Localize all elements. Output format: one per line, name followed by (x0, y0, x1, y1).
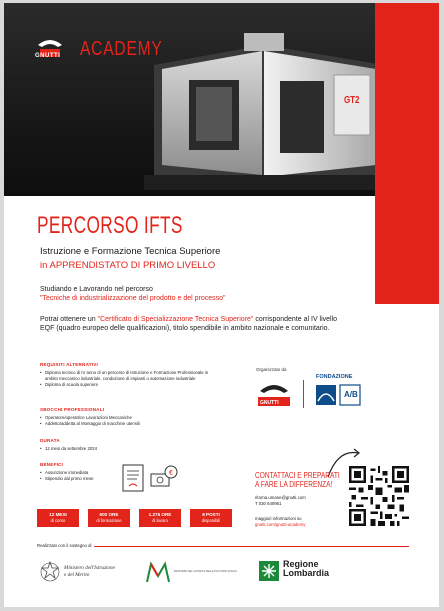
requisiti-heading: REQUISITI ALTERNATIVI (40, 362, 98, 367)
gnutti-organizer-text: GNUTTI (260, 400, 279, 406)
durata-list (40, 446, 210, 452)
stat-value: 600 ORE (99, 512, 119, 517)
stat-value: 12 MESI (49, 512, 67, 517)
organizers-label: Organizzato da (256, 367, 287, 372)
certificate-highlight: "Certificato di Specializzazione Tecnica Superiore" (97, 316, 254, 323)
contact-heading (255, 472, 340, 490)
stat-box (37, 509, 79, 527)
regione-lombardia-logo-icon (259, 561, 279, 581)
more-info-label: maggiori informazioni su (255, 516, 302, 521)
contact-phone: T 030 640961 (255, 501, 282, 506)
qr-code-icon[interactable] (349, 466, 409, 526)
sbocchi-list (40, 415, 210, 427)
stat-box (139, 509, 181, 527)
stat-label: di corso (50, 517, 66, 523)
contact-email[interactable]: ritorna.umane@gnutti.com (255, 495, 306, 500)
stat-box (88, 509, 130, 527)
benefici-list (40, 470, 120, 482)
sbocchi-heading: SBOCCHI PROFESSIONALI (40, 407, 105, 412)
list-item: • Assunzione immediata (40, 470, 120, 476)
fondazione-ab-text: A/B (344, 390, 358, 399)
intro-line: Studiando e Lavorando nel percorso (40, 286, 153, 293)
red-accent-bar (375, 3, 439, 304)
stat-box (190, 509, 232, 527)
contact-heading-line2: A FARE LA DIFFERENZA! (255, 479, 333, 489)
regione-lombardia-text (283, 560, 329, 579)
website-link[interactable]: gnutti.com/gnutti-academy (255, 522, 306, 527)
cnc-machine-illustration (144, 25, 394, 190)
subtitle-apprendistato: in APPRENDISTATO DI PRIMO LIVELLO (40, 260, 216, 271)
ministry-education-name (64, 565, 115, 578)
stat-value: 1.276 ORE (148, 512, 172, 517)
benefici-heading: BENEFICI (40, 462, 64, 467)
certificate-paragraph (40, 315, 340, 334)
requisiti-list (40, 370, 210, 387)
gnutti-logo-text: GNUTTI (35, 53, 61, 59)
contract-and-money-icon (121, 462, 181, 494)
list-item: • Operatore/operatrice Lavorazioni Meccaniche (40, 415, 210, 421)
italian-republic-emblem-icon (40, 560, 60, 584)
durata-heading: DURATA (40, 438, 60, 443)
course-name: "Tecniche di industrializzazione del prodotto e del processo" (40, 295, 226, 302)
paragraph-after: corrispondente al IV livello EQF (quadro europeo delle qualificazioni), titolo spendibile in ambito nazionale e comunitario. (40, 316, 338, 333)
contact-heading-line1: CONTATTACI E PREPARATI (255, 471, 340, 480)
list-item: • Stipendio dal primo mese (40, 476, 120, 482)
list-item: • Diploma tecnico di IV anno di un percorso di Istruzione e Formazione Professionale in ambito meccanico industriale, conduzione di impianti o automazione industriale (40, 370, 210, 382)
stat-label: di formazione (96, 517, 122, 523)
page-title: PERCORSO IFTS (37, 212, 183, 239)
hero-image (4, 3, 439, 196)
regione-line2: Lombardia (283, 568, 330, 579)
regione-line1: Regione (283, 559, 319, 569)
paragraph-before: Potrai ottenere un (40, 316, 98, 323)
stat-label: di lavoro (152, 517, 168, 523)
subtitle-ifts: Istruzione e Formazione Tecnica Superiore (40, 246, 221, 257)
flyer-page (4, 3, 439, 607)
academy-wordmark: ACADEMY (80, 38, 163, 60)
fondazione-label: FONDAZIONE (316, 374, 353, 380)
ministry-labour-logo-icon (145, 560, 171, 584)
machine-model-label: GT2 (343, 95, 360, 106)
list-item: • Addetto/addetta al Montaggio di macchine utensili (40, 421, 210, 427)
stat-value: 8 POSTI (202, 512, 220, 517)
ministry-line2: e del Merito (64, 571, 90, 578)
ministry-line1: Ministero dell'Istruzione (64, 565, 115, 571)
ministry-labour-text: MINISTERO DEL LAVORO E DELLE POLITICHE SOCIALI (174, 570, 237, 573)
list-item: • 12 mesi da settembre 2024 (40, 446, 210, 452)
organizer-divider (303, 380, 304, 408)
svg-text:€: € (169, 470, 173, 477)
stat-label: disponibili (201, 517, 221, 523)
list-item: • Diploma di scuola superiore (40, 382, 210, 388)
sponsors-label: Realizzato con il sostegno di (37, 543, 94, 548)
